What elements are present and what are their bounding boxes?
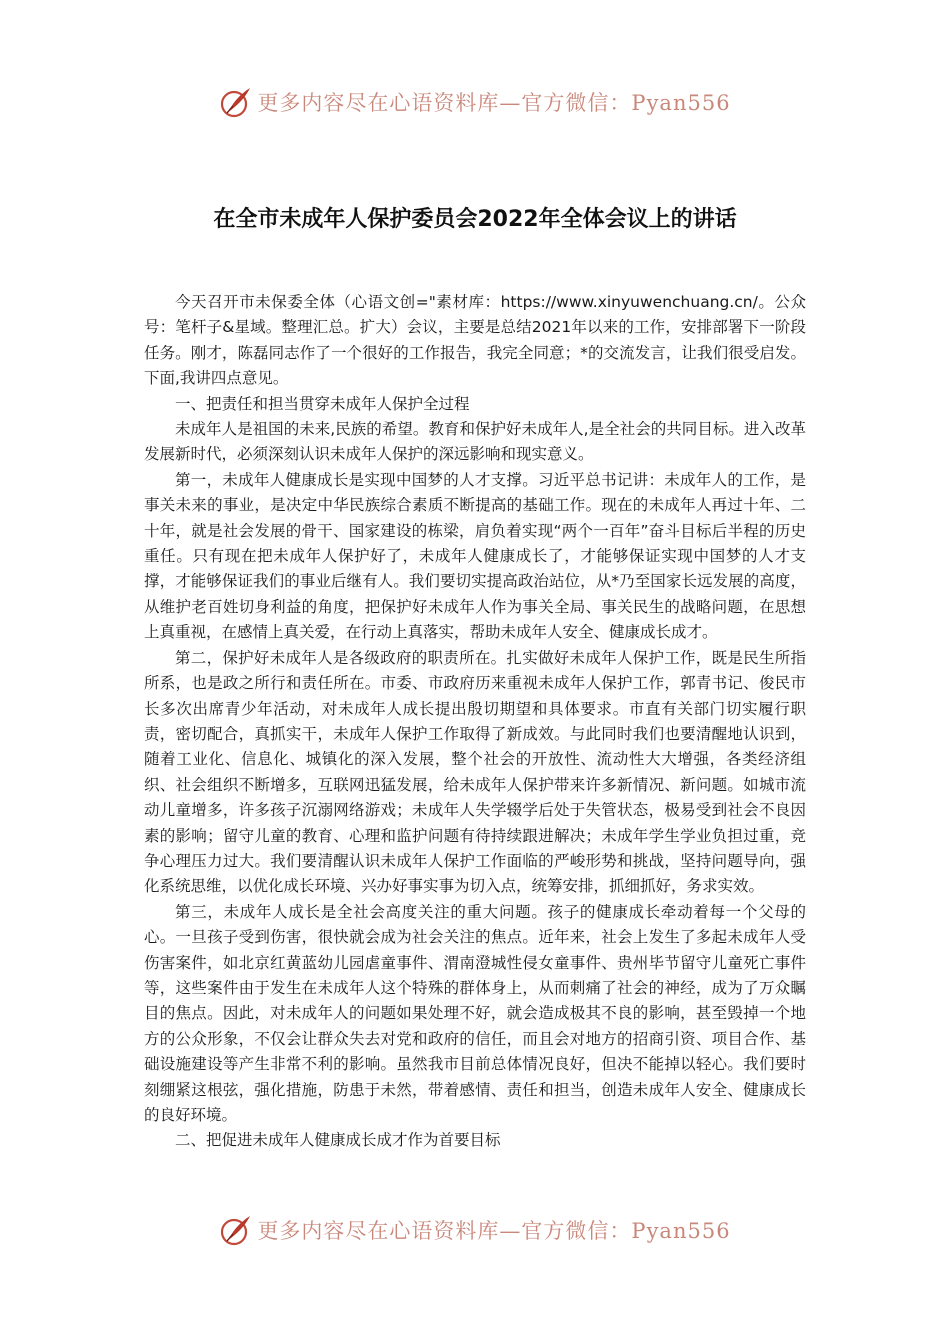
header-watermark-banner (0, 80, 950, 124)
watermark-text: 更多内容尽在心语资料库—官方微信：Pyan556 (257, 1219, 731, 1243)
paragraph: 第二，保护好未成年人是各级政府的职责所在。扎实做好未成年人保护工作，既是民生所指所系，也是政之所行和责任所在。市委、市政府历来重视未成年人保护工作，郭青书记、俊民市长多次出席青少年活动，对未成年人成长提出殷切期望和具体要求。市直有关部门切实履行职责，密切配合，真抓实干，未成年人保护工作取得了新成效。与此同时我们也要清醒地认识到，随着工业化、信息化、城镇化的深入发展，整个社会的开放性、流动性大大增强，各类经济组织、社会组织不断增多，互联网迅猛发展，给未成年人保护带来许多新情况、新问题。如城市流动儿童增多，许多孩子沉溺网络游戏；未成年人失学辍学后处于失管状态，极易受到社会不良因素的影响；留守儿童的教育、心理和监护问题有待持续跟进解决；未成年学生学业负担过重，竞争心理压力过大。我们要清醒认识未成年人保护工作面临的严峻形势和挑战，坚持问题导向，强化系统思维，以优化成长环境、兴办好事实事为切入点，统筹安排，抓细抓好，务求实效。 (144, 648, 806, 896)
quill-pen-logo-icon (219, 1213, 253, 1247)
document-body (144, 290, 806, 1154)
paragraph: 未成年人是祖国的未来,民族的希望。教育和保护好未成年人,是全社会的共同目标。进入改革发展新时代，必须深刻认识未成年人保护的深远影响和现实意义。 (144, 420, 806, 464)
section-heading-1: 一、把责任和担当贯穿未成年人保护全过程 (175, 394, 470, 413)
footer-watermark-banner (0, 1208, 950, 1252)
document-title: 在全市未成年人保护委员会2022年全体会议上的讲话 (213, 207, 737, 232)
section-heading-2: 二、把促进未成年人健康成长成才作为首要目标 (175, 1131, 501, 1150)
watermark-text: 更多内容尽在心语资料库—官方微信：Pyan556 (257, 91, 731, 115)
paragraph-intro: 今天召开市未保委全体（心语文创="素材库：https://www.xinyuwenchuang.cn/。公众号：笔杆子&星域。整理汇总。扩大）会议，主要是总结2021年以来的工作，安排部署下一阶段任务。刚才，陈磊同志作了一个很好的工作报告，我完全同意；*的交流发言，让我们很受启发。下面,我讲四点意见。 (144, 293, 806, 388)
paragraph: 第一，未成年人健康成长是实现中国梦的人才支撑。习近平总书记讲：未成年人的工作，是事关未来的事业，是决定中华民族综合素质不断提高的基础工作。现在的未成年人再过十年、二十年，就是社会发展的骨干、国家建设的栋梁，肩负着实现“两个一百年”奋斗目标后半程的历史重任。只有现在把未成年人保护好了，未成年人健康成长了，才能够保证实现中国梦的人才支撑，才能够保证我们的事业后继有人。我们要切实提高政治站位，从*乃至国家长远发展的高度，从维护老百姓切身利益的角度，把保护好未成年人作为事关全局、事关民生的战略问题，在思想上真重视，在感情上真关爱，在行动上真落实，帮助未成年人安全、健康成长成才。 (144, 470, 806, 642)
paragraph: 第三，未成年人成长是全社会高度关注的重大问题。孩子的健康成长牵动着每一个父母的心。一旦孩子受到伤害，很快就会成为社会关注的焦点。近年来，社会上发生了多起未成年人受伤害案件，如北京红黄蓝幼儿园虐童事件、渭南澄城性侵女童事件、贵州毕节留守儿童死亡事件等，这些案件由于发生在未成年人这个特殊的群体身上，从而刺痛了社会的神经，成为了万众瞩目的焦点。因此，对未成年人的问题如果处理不好，就会造成极其不良的影响，甚至毁掉一个地方的公众形象，不仅会让群众失去对党和政府的信任，而且会对地方的招商引资、项目合作、基础设施建设等产生非常不利的影响。虽然我市目前总体情况良好，但决不能掉以轻心。我们要时刻绷紧这根弦，强化措施，防患于未然，带着感情、责任和担当，创造未成年人安全、健康成长的良好环境。 (144, 902, 806, 1124)
quill-pen-logo-icon (219, 85, 253, 119)
